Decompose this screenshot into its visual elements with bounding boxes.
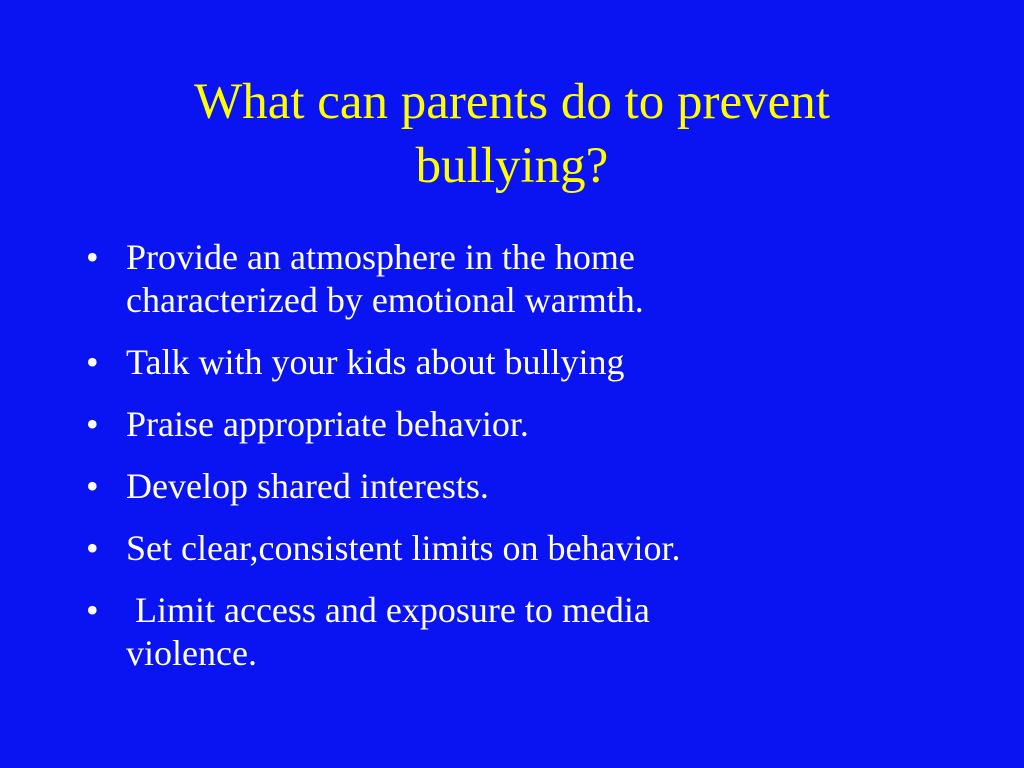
title-line-1: What can parents do to prevent — [194, 74, 830, 130]
bullet-text: Limit access and exposure to media — [126, 590, 650, 630]
bullet-item — [86, 527, 966, 570]
bullet-marker: • — [86, 237, 99, 277]
bullet-text: Talk with your kids about bullying — [126, 342, 625, 382]
bullet-text-continued: characterized by emotional warmth. — [126, 280, 644, 320]
bullet-text: Provide an atmosphere in the home — [126, 237, 635, 277]
bullet-list — [86, 236, 966, 694]
bullet-marker: • — [86, 404, 99, 444]
bullet-item — [86, 341, 966, 384]
bullet-item — [86, 236, 966, 322]
bullet-marker: • — [86, 590, 99, 630]
bullet-marker: • — [86, 466, 99, 506]
bullet-item — [86, 589, 966, 675]
bullet-item — [86, 465, 966, 508]
bullet-marker: • — [86, 342, 99, 382]
slide-title — [0, 70, 1024, 198]
title-line-2: bullying? — [415, 138, 609, 194]
bullet-text-continued: violence. — [126, 633, 257, 673]
bullet-text: Praise appropriate behavior. — [126, 404, 529, 444]
bullet-text: Develop shared interests. — [126, 466, 489, 506]
bullet-item — [86, 403, 966, 446]
bullet-text: Set clear,consistent limits on behavior. — [126, 528, 681, 568]
bullet-marker: • — [86, 528, 99, 568]
